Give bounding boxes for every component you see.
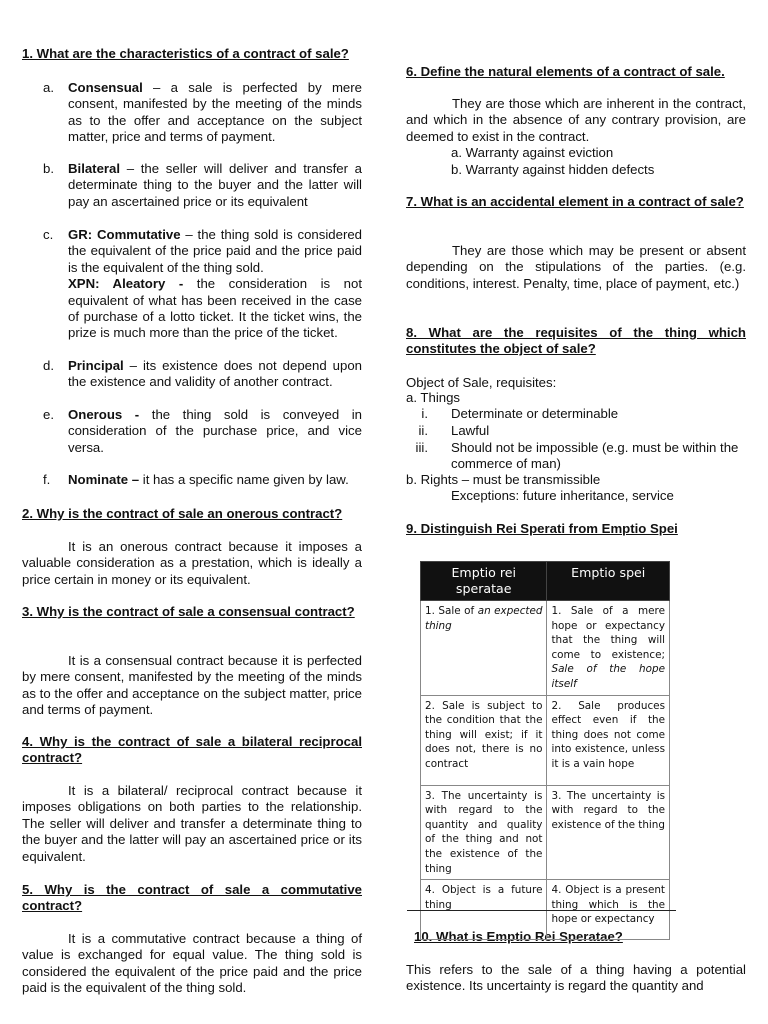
answer-7-paragraph: They are those which may be present or absent depending on the stipulations of the parties. (e.g. conditions, interest. Penalty, time, place of payment, etc.) xyxy=(406,243,746,291)
answer-8-intro: Object of Sale, requisites: xyxy=(406,375,557,390)
answer-3-paragraph: It is a consensual contract because it is perfected by mere consent, manifested by the meeting of the minds as to the offer and acceptance on the subject matter, price and terms of payment. xyxy=(22,653,362,718)
table-cell: 3. The uncertainty is with regard to the quantity and quality of the thing and not the existence of the thing xyxy=(421,785,547,880)
table-header-row xyxy=(421,562,670,601)
table-cell: 2. Sale is subject to the condition that the thing will exist; if it does not, there is no contract xyxy=(421,695,547,785)
answer-6-paragraph: They are those which are inherent in the contract, and which in the absence of any contrary provision, are deemed to exist in the contract. xyxy=(406,96,746,144)
cell-text: 1. Sale of xyxy=(425,605,478,617)
table-cell: 2. Sale produces effect even if the thing does not come into existence, unless it is a vain hope xyxy=(547,695,670,785)
item-term: Consensual xyxy=(68,80,143,95)
table-cell xyxy=(421,601,547,696)
list-item-commutative xyxy=(22,227,362,342)
item-term: Bilateral xyxy=(68,161,121,176)
list-item-bilateral xyxy=(22,161,362,210)
answer-6-item-2: b. Warranty against hidden defects xyxy=(451,162,655,177)
requisite-text: Lawful xyxy=(451,423,490,438)
item-term: Nominate – xyxy=(68,472,140,487)
table-row xyxy=(421,785,670,880)
table-cell: 4. Object is a present thing which is the hope or expectancy xyxy=(547,880,670,940)
table-cell: 3. The uncertainty is with regard to the existence of the thing xyxy=(547,785,670,880)
list-item-consensual xyxy=(22,80,362,146)
item-label: c. xyxy=(43,227,54,242)
list-item-principal xyxy=(22,358,362,391)
question-4-heading: 4. Why is the contract of sale a bilateral reciprocal contract? xyxy=(22,734,362,766)
table-row xyxy=(421,601,670,696)
item-text-exception: the consideration is not equivalent of what has been received in the case of purchase of a lotto ticket. It the ticket wins, the prize is much more than the price of the ticket. xyxy=(68,276,362,341)
list-item-nominate xyxy=(22,472,362,488)
table-cell xyxy=(547,601,670,696)
question-3-heading: 3. Why is the contract of sale a consensual contract? xyxy=(22,604,355,619)
requisite-label: i. xyxy=(421,406,428,421)
answer-8-rights: b. Rights – must be transmissible xyxy=(406,472,601,487)
item-term-exception: XPN: Aleatory - xyxy=(68,276,184,292)
requisite-item xyxy=(406,440,746,473)
item-text: – its existence does not depend upon the existence and validity of another contract. xyxy=(68,358,362,390)
table-row xyxy=(421,695,670,785)
item-text: it has a specific name given by law. xyxy=(139,472,349,487)
question-1-heading: 1. What are the characteristics of a contract of sale? xyxy=(22,46,349,61)
question-6-heading: 6. Define the natural elements of a contract of sale. xyxy=(406,64,725,79)
question-2-heading: 2. Why is the contract of sale an onerous contract? xyxy=(22,506,343,521)
answer-8-things: a. Things xyxy=(406,390,461,405)
answer-10-paragraph: This refers to the sale of a thing having a potential existence. Its uncertainty is regard the quantity and xyxy=(406,962,746,994)
answer-5-paragraph: It is a commutative contract because a thing of value is exchanged for equal value. The thing sold is considered the equivalent of the price paid and the price paid is the equivalent of the thing sold. xyxy=(22,931,362,996)
question-9-heading: 9. Distinguish Rei Sperati from Emptio Spei xyxy=(406,521,678,536)
table-cell: 4. Object is a future thing xyxy=(421,880,547,940)
item-text: – the thing sold is considered the equivalent of the price paid and the price paid is the equivalent of the thing sold. xyxy=(68,227,363,275)
requisite-item xyxy=(406,423,746,439)
question-5-heading: 5. Why is the contract of sale a commutative contract? xyxy=(22,882,362,914)
comparison-table xyxy=(420,561,670,940)
cell-text-italic: Sale of the hope itself xyxy=(551,663,665,690)
item-term: Onerous - xyxy=(68,407,140,422)
requisite-text: Should not be impossible (e.g. must be within the commerce of man) xyxy=(451,440,739,472)
table-header-cell: Emptio rei speratae xyxy=(421,562,547,601)
item-term: GR: Commutative xyxy=(68,227,181,242)
requisite-label: iii. xyxy=(415,440,428,455)
question-7-heading: 7. What is an accidental element in a contract of sale? xyxy=(406,194,744,209)
list-item-onerous xyxy=(22,407,362,456)
answer-8-exceptions: Exceptions: future inheritance, service xyxy=(451,488,674,503)
cell-text-italic: an expected thing xyxy=(425,605,543,632)
answer-2-paragraph: It is an onerous contract because it imposes a valuable consideration as a prestation, which is ideally a price certain in money or its equivalent. xyxy=(22,539,362,587)
item-text: – a sale is perfected by mere consent, manifested by the meeting of the minds as to the offer and acceptance on the subject matter, price and terms of payment. xyxy=(68,80,362,145)
item-term: Principal xyxy=(68,358,124,373)
item-text: – the seller will deliver and transfer a determinate thing to the buyer and the latter will pay an ascertained price or its equivalent xyxy=(68,161,362,209)
requisite-label: ii. xyxy=(418,423,428,438)
requisite-item xyxy=(406,406,746,422)
cell-text: 1. Sale of a mere hope or expectancy that the thing will come to existence; xyxy=(551,605,665,661)
item-label: f. xyxy=(43,472,51,487)
table-header-cell: Emptio spei xyxy=(547,562,670,601)
requisite-text: Determinate or determinable xyxy=(451,406,619,421)
answer-6-item-1: a. Warranty against eviction xyxy=(451,145,614,160)
section-divider xyxy=(407,910,676,911)
item-label: a. xyxy=(43,80,54,95)
question-8-heading: 8. What are the requisites of the thing which constitutes the object of sale? xyxy=(406,325,746,357)
item-label: d. xyxy=(43,358,54,373)
item-text: the thing sold is conveyed in consideration of the purchase price, and vice versa. xyxy=(68,407,362,455)
answer-4-paragraph: It is a bilateral/ reciprocal contract because it imposes obligations on both parties to the relationship. The seller will deliver and transfer a determinate thing to the buyer and the latter will pay an ascertained price or its equivalent. xyxy=(22,783,362,864)
item-label: b. xyxy=(43,161,54,176)
item-label: e. xyxy=(43,407,54,422)
question-10-heading: 10. What is Emptio Rei Speratae? xyxy=(414,929,623,944)
